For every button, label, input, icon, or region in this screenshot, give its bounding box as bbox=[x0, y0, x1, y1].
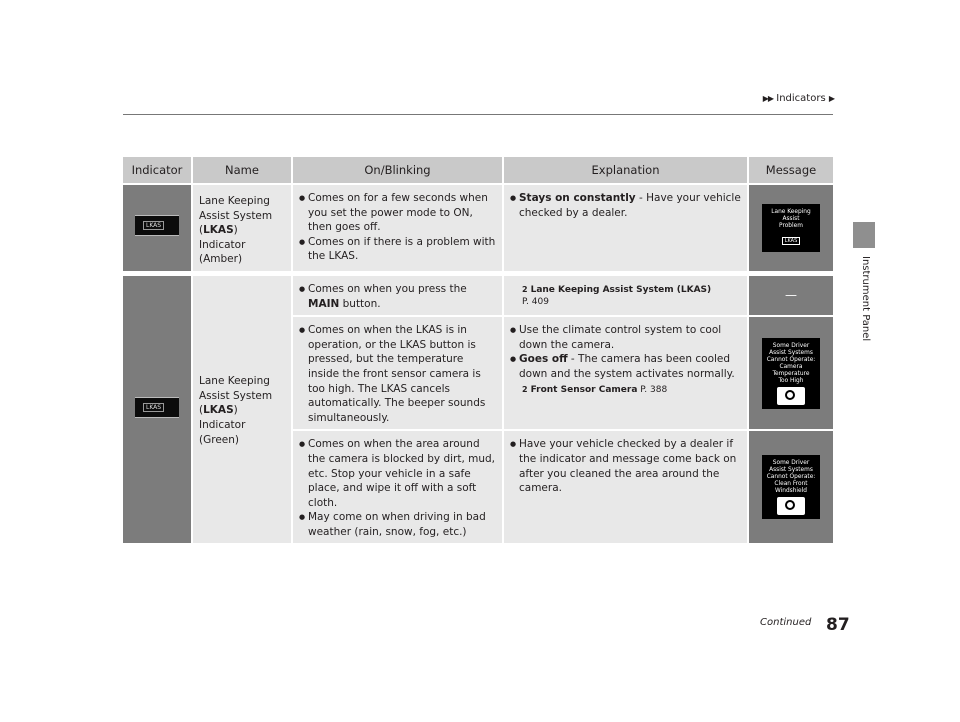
reference-arrow-icon: 2 bbox=[522, 384, 528, 394]
arrow-icon: ▶ bbox=[828, 94, 834, 103]
breadcrumb bbox=[688, 93, 834, 104]
list-item: ● Comes on when the area around the camera is blocked by dirt, mud, etc. Stop your vehicle in a safe place, and wipe it off with a soft cloth. bbox=[299, 437, 496, 510]
list-item: ● May come on when driving in bad weather (rain, snow, fog, etc.) bbox=[299, 510, 496, 539]
col-header-on-blinking: On/Blinking bbox=[291, 157, 502, 183]
col-header-explanation: Explanation bbox=[502, 157, 747, 183]
list-item: ● Comes on if there is a problem with the LKAS. bbox=[299, 235, 496, 264]
list-item: ● Comes on for a few seconds when you set the power mode to ON, then goes off. bbox=[299, 191, 496, 235]
indicator-table bbox=[123, 157, 833, 543]
list-item: ● Use the climate control system to cool down the camera. bbox=[510, 323, 741, 352]
double-arrow-icon: ▶▶ bbox=[762, 94, 774, 103]
indicator-cell bbox=[123, 183, 191, 271]
list-item: ● Stays on constantly - Have your vehicle checked by a dealer. bbox=[510, 191, 741, 220]
explanation-cell bbox=[502, 429, 747, 543]
section-tab-marker bbox=[853, 222, 875, 248]
lkas-badge: LKAS bbox=[782, 237, 800, 245]
message-cell bbox=[747, 429, 833, 543]
list-item: ● Have your vehicle checked by a dealer if the indicator and message come back on after you cleaned the area around the camera. bbox=[510, 437, 741, 495]
breadcrumb-label: Indicators bbox=[776, 93, 826, 104]
name-cell: Lane Keeping Assist System (LKAS) Indicator (Amber) bbox=[191, 183, 291, 271]
list-item: ● Comes on when the LKAS is in operation, or the LKAS button is pressed, but the temperature inside the front sensor camera is too high. The LKAS cancels automatically. The beeper sounds simultaneously. bbox=[299, 323, 496, 425]
col-header-message: Message bbox=[747, 157, 833, 183]
section-label: Instrument Panel bbox=[860, 256, 871, 342]
explanation-cell bbox=[502, 315, 747, 429]
message-display: Some Driver Assist Systems Cannot Operate: Clean Front Windshield bbox=[762, 455, 820, 519]
col-header-indicator: Indicator bbox=[123, 157, 191, 183]
on-blinking-cell bbox=[291, 183, 502, 271]
col-header-name: Name bbox=[191, 157, 291, 183]
windshield-camera-icon bbox=[777, 497, 805, 515]
explanation-cell bbox=[502, 274, 747, 315]
on-blinking-cell bbox=[291, 315, 502, 429]
camera-temperature-icon bbox=[777, 387, 805, 405]
indicator-cell bbox=[123, 274, 191, 544]
table-row bbox=[123, 183, 833, 271]
continued-label: Continued bbox=[760, 617, 812, 628]
message-display: Lane Keeping Assist Problem LKAS bbox=[762, 204, 820, 252]
table-row bbox=[123, 274, 833, 315]
on-blinking-cell bbox=[291, 274, 502, 315]
message-cell bbox=[747, 183, 833, 271]
lkas-amber-indicator-icon: LKAS bbox=[135, 215, 179, 236]
list-item: ● Comes on when you press the MAIN button. bbox=[299, 282, 496, 311]
explanation-cell bbox=[502, 183, 747, 271]
header-rule bbox=[123, 114, 833, 115]
reference-arrow-icon: 2 bbox=[522, 284, 528, 294]
list-item: ● Goes off - The camera has been cooled down and the system activates normally. bbox=[510, 352, 741, 381]
message-cell bbox=[747, 315, 833, 429]
message-cell: — bbox=[747, 274, 833, 315]
table-header-row bbox=[123, 157, 833, 183]
name-cell: Lane Keeping Assist System (LKAS) Indicator (Green) bbox=[191, 274, 291, 544]
lkas-green-indicator-icon: LKAS bbox=[135, 397, 179, 418]
cross-reference-link[interactable]: 2 Lane Keeping Assist System (LKAS) P. 409 bbox=[522, 284, 712, 307]
cross-reference-link[interactable]: 2 Front Sensor Camera P. 388 bbox=[522, 384, 668, 395]
page-number: 87 bbox=[826, 615, 850, 635]
message-display: Some Driver Assist Systems Cannot Operate: Camera Temperature Too High bbox=[762, 338, 820, 409]
on-blinking-cell bbox=[291, 429, 502, 543]
